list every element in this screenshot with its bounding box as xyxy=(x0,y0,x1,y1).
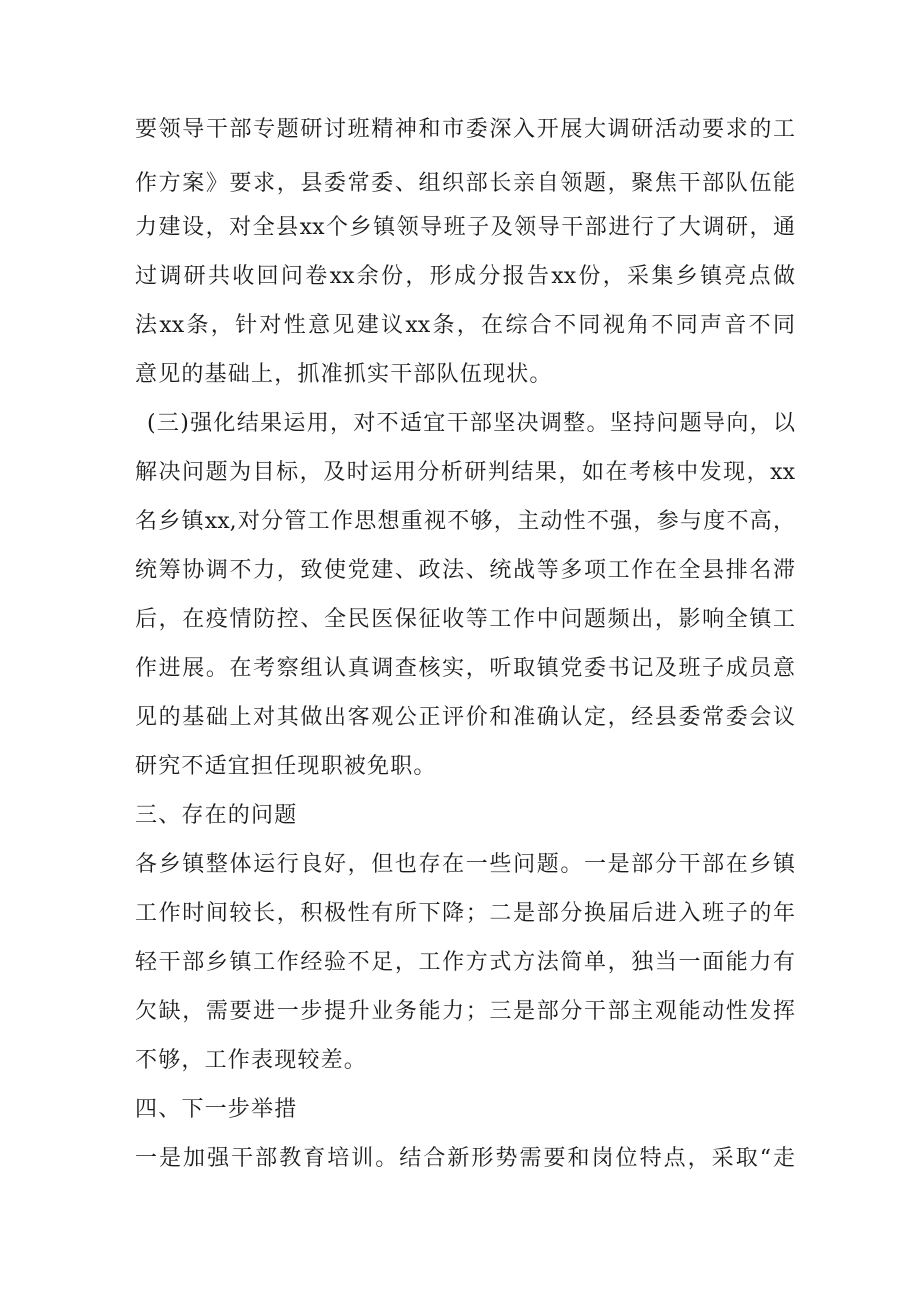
section-heading: 四、下一步举措 xyxy=(135,1097,298,1122)
paragraph-line: (三)强化结果运用，对不适宜干部坚决调整。坚持问题导向，以 xyxy=(147,411,795,436)
paragraph-line: 轻干部乡镇工作经验不足，工作方式方法简单，独当一面能力有 xyxy=(135,950,795,975)
paragraph-line: 欠缺，需要进一步提升业务能力；三是部分干部主观能动性发挥 xyxy=(135,999,795,1024)
paragraph-line: 解决问题为目标，及时运用分析研判结果，如在考核中发现，xx xyxy=(135,460,795,485)
paragraph-line: 意见的基础上，抓准抓实干部队伍现状。 xyxy=(135,362,553,387)
paragraph-line: 研究不适宜担任现职被免职。 xyxy=(135,754,437,779)
paragraph-line: 各乡镇整体运行良好，但也存在一些问题。一是部分干部在乡镇 xyxy=(135,852,795,877)
paragraph-line: 不够，工作表现较差。 xyxy=(135,1048,368,1073)
section-heading: 三、存在的问题 xyxy=(135,803,298,828)
paragraph-line: 作方案》要求，县委常委、组织部长亲自领题，聚焦干部队伍能 xyxy=(135,171,795,196)
paragraph-line: 见的基础上对其做出客观公正评价和准确认定，经县委常委会议 xyxy=(135,705,795,730)
paragraph-line: 作进展。在考察组认真调查核实，听取镇党委书记及班子成员意 xyxy=(135,656,795,681)
paragraph-line: 一是加强干部教育培训。结合新形势需要和岗位特点，采取“走 xyxy=(135,1146,795,1171)
paragraph-line: 过调研共收回问卷xx余份，形成分报告xx份，采集乡镇亮点做 xyxy=(135,264,795,289)
paragraph-line: 名乡镇xx,对分管工作思想重视不够，主动性不强，参与度不高， xyxy=(135,509,795,534)
paragraph-line: 统筹协调不力，致使党建、政法、统战等多项工作在全县排名滞 xyxy=(135,558,795,583)
paragraph-line: 要领导干部专题研讨班精神和市委深入开展大调研活动要求的工 xyxy=(135,117,795,142)
paragraph-line: 力建设，对全县xx个乡镇领导班子及领导干部进行了大调研，通 xyxy=(135,215,795,240)
paragraph-line: 工作时间较长，积极性有所下降；二是部分换届后进入班子的年 xyxy=(135,901,795,926)
paragraph-line: 法xx条，针对性意见建议xx条，在综合不同视角不同声音不同 xyxy=(135,313,795,338)
paragraph-line: 后，在疫情防控、全民医保征收等工作中问题频出，影响全镇工 xyxy=(135,607,795,632)
